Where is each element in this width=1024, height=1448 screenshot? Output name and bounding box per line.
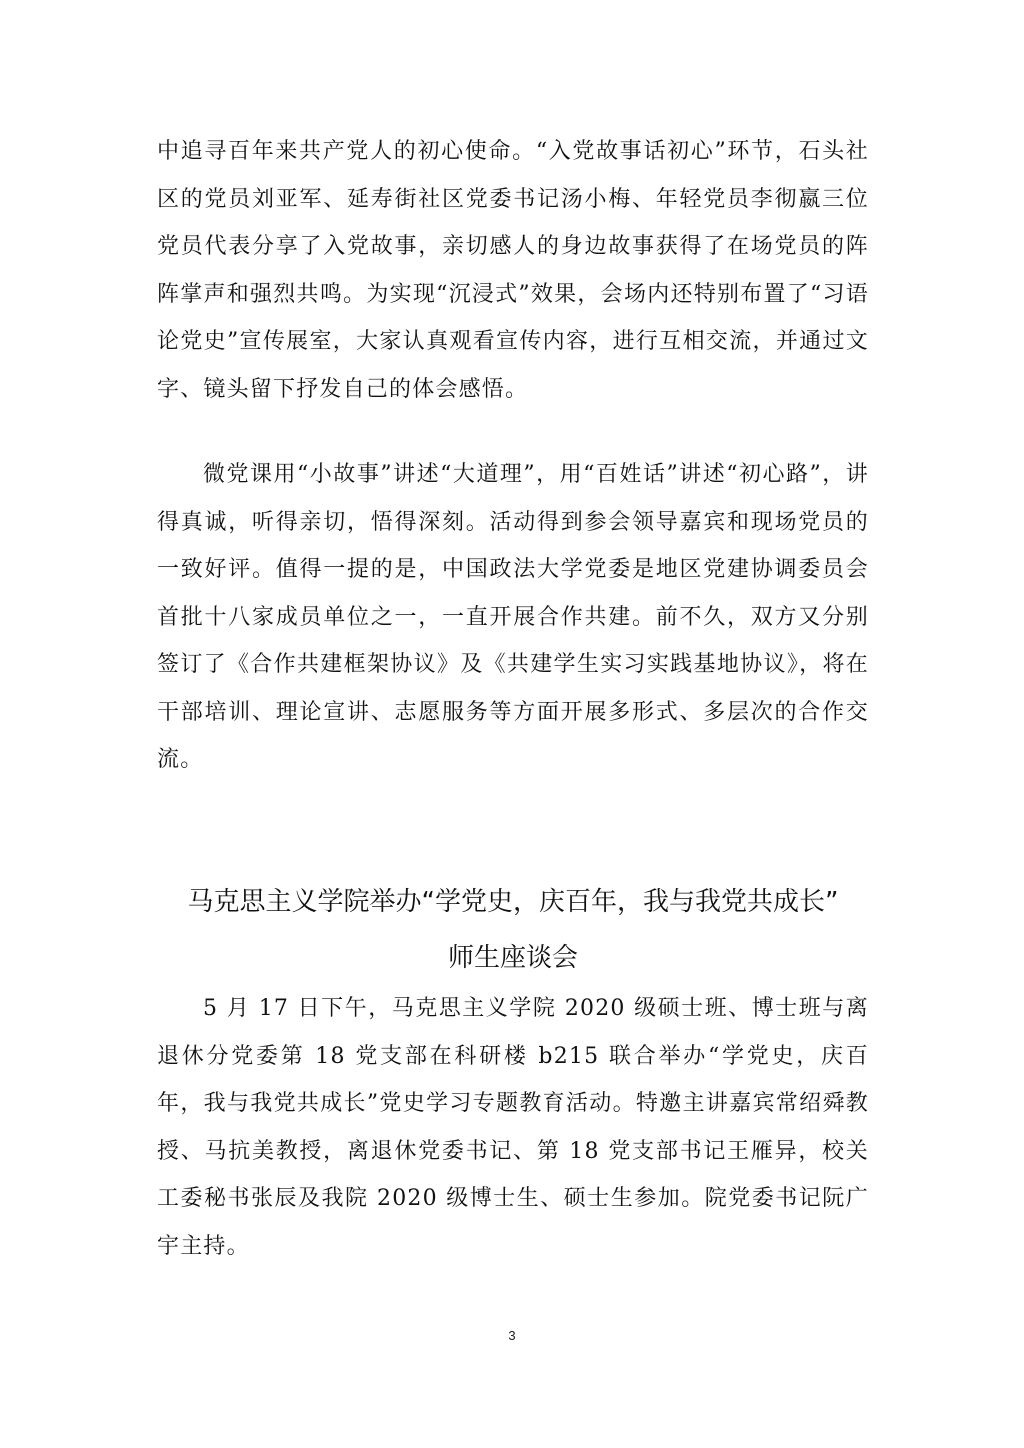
section-heading-line-2: 师生座谈会 — [447, 943, 578, 973]
paragraph-seminar: 5 月 17 日下午，马克思主义学院 2020 级硕士班、博士班与离退休分党委第 18 党支部在科研楼 b215 联合举办“学党史，庆百年，我与我党共成长”党史学习专题教育活动。特邀主讲嘉宾常绍舜教授、马抗美教授，离退休党委书记、第 18 党支部书记王雁异，校关工委秘书张辰及我院 2020 级博士生、硕士生参加。院党委书记阮广宇主持。 — [157, 996, 869, 1259]
paragraph-micro-party-class: 微党课用“小故事”讲述“大道理”，用“百姓话”讲述“初心路”，讲得真诚，听得亲切，悟得深刻。活动得到参会领导嘉宾和现场党员的一致好评。值得一提的是，中国政法大学党委是地区党建协调委员会首批十八家成员单位之一，一直开展合作共建。前不久，双方又分别签订了《合作共建框架协议》及《共建学生实习实践基地协议》，将在干部培训、理论宣讲、志愿服务等方面开展多形式、多层次的合作交流。 — [157, 462, 869, 772]
section-heading-line-1: 马克思主义学院举办“学党史，庆百年，我与我党共成长” — [187, 887, 839, 917]
page-number: 3 — [508, 1328, 516, 1343]
paragraph-story-session: 中追寻百年来共产党人的初心使命。“入党故事话初心”环节，石头社区的党员刘亚军、延寿街社区党委书记汤小梅、年轻党员李彻嬴三位党员代表分享了入党故事，亲切感人的身边故事获得了在场党员的阵阵掌声和强烈共鸣。为实现“沉浸式”效果，会场内还特别布置了“习语论党史”宣传展室，大家认真观看宣传内容，进行互相交流，并通过文字、镜头留下抒发自己的体会感悟。 — [157, 139, 869, 402]
